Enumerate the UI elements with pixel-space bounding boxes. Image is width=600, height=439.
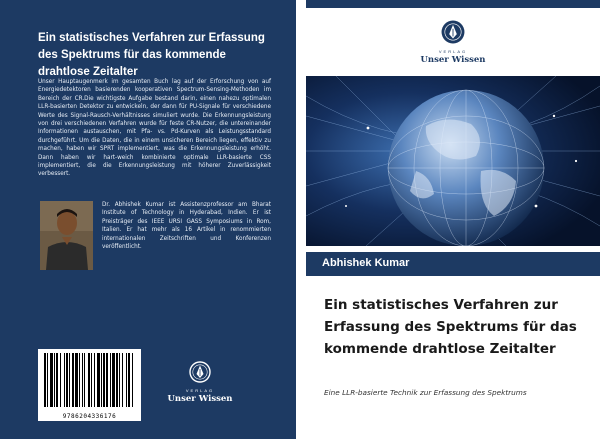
- publisher-emblem-icon: [189, 361, 211, 383]
- publisher-logo-front: [408, 20, 498, 70]
- barcode-icon: [38, 349, 141, 411]
- author-bio: Dr. Abhishek Kumar ist Assistenzprofessor am Bharat Institute of Technology in Hyderabad, Indien. Er ist Preisträger des IEEE URSI GASS Symposiums in Rom, Italien. Er hat mehr als 16 Artikel in renommierten internationalen Zeitschriften und Konferenzen veröffentlicht.: [102, 202, 271, 251]
- author-bar: [306, 252, 600, 276]
- publisher-name: Unser Wissen: [420, 55, 486, 65]
- back-cover-abstract: Unser Hauptaugenmerk im gesamten Buch lag auf der Erforschung von auf Energiedetektoren basierenden kooperativen Spectrum-Sensing-Methoden im Bereich der CR.Die wichtigste Aufgabe bestand darin, einen nahezu optimalen LLR-basierten Detektor zu entwickeln, der dann für PU-Signale für verschiedene Werte des Signal-Rausch-Verhältnisses simuliert wurde. Die Erkennungsleistung von drei verschiedenen Verfahren wurde für feste CR-Nutzer, die untereinander Informationen austauschen, mit Pfa- vs. Pd-Kurven als Leistungsstandard durchgeführt. Um die Daten, die in einem unsicheren Bereich liegen, effektiv zu machen, haben wir SPRT implementiert, was die Erkennungsleistung erhöht. Dann haben wir hart-weich kombinierte optimale LLR-basierte CSS implementiert, die die Erkennungsleistung mit höherer Zuverlässigkeit verbessert.: [38, 79, 271, 178]
- front-top-bar: [306, 0, 600, 8]
- publisher-logo-back: [165, 361, 235, 406]
- publisher-emblem-icon: [441, 20, 465, 44]
- author-photo: [40, 201, 93, 270]
- publisher-verlag-label: VERLAG: [438, 49, 468, 54]
- author-portrait-icon: [40, 201, 93, 270]
- publisher-name: Unser Wissen: [167, 394, 233, 404]
- globe-image: [306, 76, 600, 246]
- isbn-number: 9786204336176: [62, 413, 117, 420]
- spine: [296, 0, 306, 439]
- publisher-verlag-label: VERLAG: [185, 388, 215, 393]
- barcode: [38, 349, 141, 421]
- back-cover-title: Ein statistisches Verfahren zur Erfassung des Spektrums für das kommende drahtlose Zeitalter: [38, 32, 265, 78]
- front-author-name: Abhishek Kumar: [322, 257, 410, 269]
- front-cover-subtitle: Eine LLR-basierte Technik zur Erfassung des Spektrums: [324, 388, 527, 397]
- front-cover-title: Ein statistisches Verfahren zur Erfassung des Spektrums für das kommende drahtlose Zeitalter: [324, 297, 577, 357]
- globe-network-icon: [306, 76, 600, 246]
